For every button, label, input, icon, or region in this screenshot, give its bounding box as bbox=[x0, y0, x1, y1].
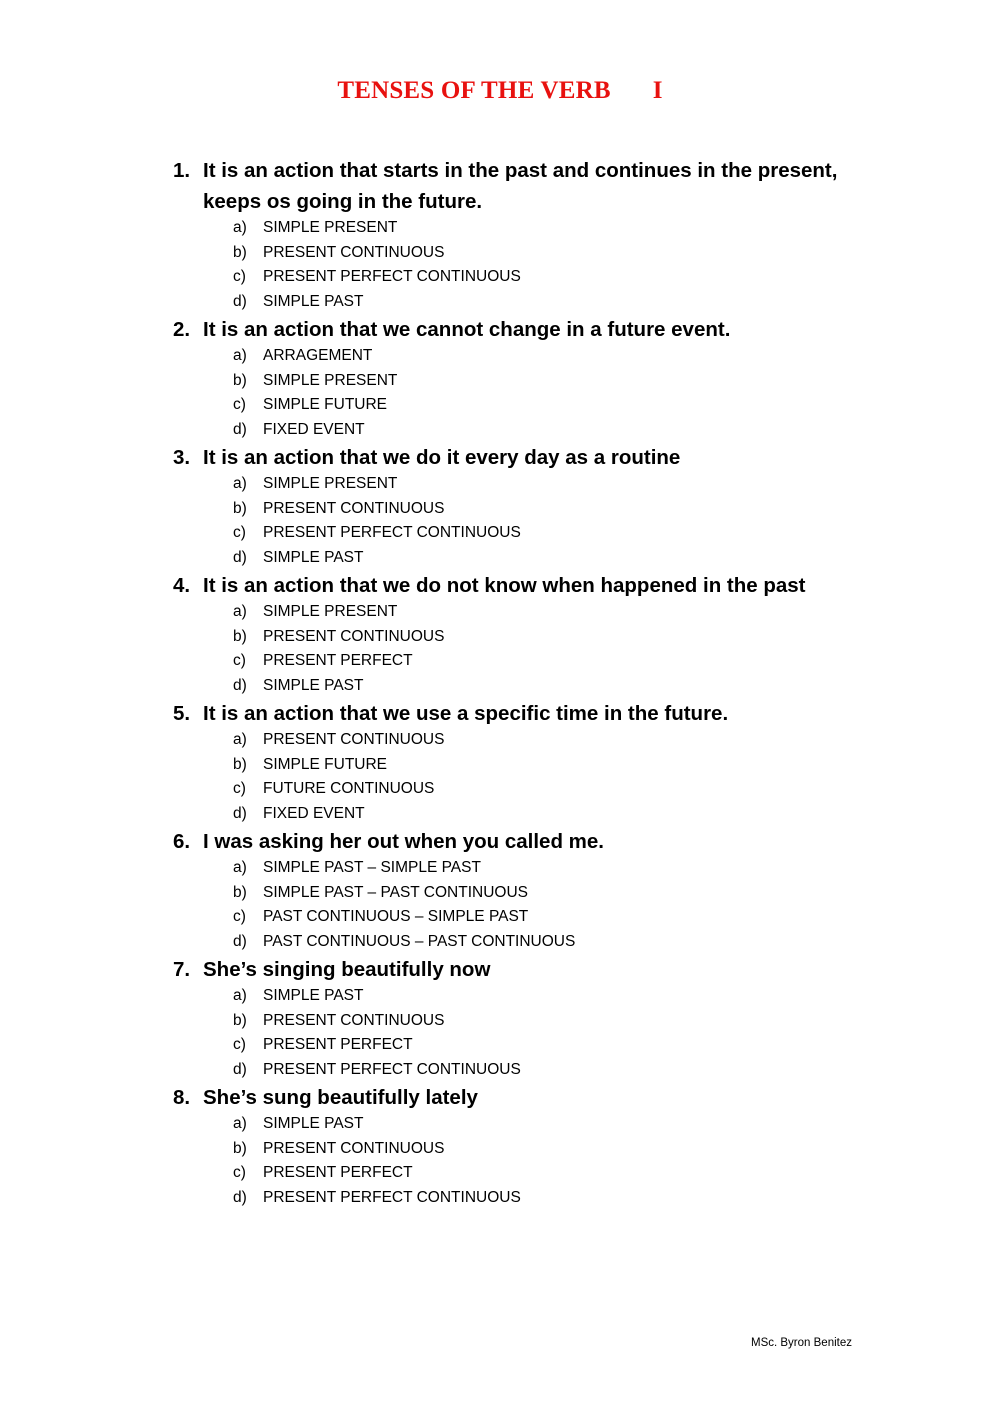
answer-option bbox=[233, 265, 873, 290]
question-heading bbox=[173, 1082, 873, 1113]
question-text: It is an action that we do it every day as a routine bbox=[203, 446, 681, 469]
option-letter: c) bbox=[233, 1164, 246, 1181]
option-letter: d) bbox=[233, 548, 247, 566]
question-3 bbox=[173, 442, 873, 570]
option-text: FIXED EVENT bbox=[263, 420, 365, 438]
question-text: It is an action that we do not know when happened in the past bbox=[203, 574, 806, 597]
option-letter: a) bbox=[233, 475, 247, 492]
answer-option bbox=[233, 344, 873, 369]
question-heading bbox=[173, 954, 873, 985]
question-heading bbox=[173, 698, 873, 729]
title-text: TENSES OF THE VERB bbox=[337, 76, 611, 104]
option-text: SIMPLE FUTURE bbox=[263, 396, 388, 413]
option-text: ARRAGEMENT bbox=[263, 347, 373, 364]
answer-options bbox=[233, 856, 873, 954]
question-text: She’s sung beautifully lately bbox=[203, 1086, 478, 1109]
question-number: 5. bbox=[173, 702, 191, 725]
option-letter: d) bbox=[233, 1060, 247, 1078]
answer-option bbox=[233, 546, 873, 571]
option-text: PAST CONTINUOUS – PAST CONTINUOUS bbox=[263, 932, 576, 950]
option-letter: a) bbox=[233, 219, 247, 236]
option-text: SIMPLE FUTURE bbox=[263, 755, 388, 773]
question-text: It is an action that starts in the past and continues in the present, keeps os going in the future. bbox=[203, 159, 838, 213]
option-text: SIMPLE PAST bbox=[263, 548, 364, 566]
question-7 bbox=[173, 954, 873, 1082]
question-number: 3. bbox=[173, 446, 191, 469]
answer-options bbox=[233, 984, 873, 1082]
option-text: SIMPLE PAST bbox=[263, 987, 364, 1004]
answer-option bbox=[233, 753, 873, 778]
question-2 bbox=[173, 314, 873, 442]
question-list bbox=[173, 155, 873, 1210]
option-text: PRESENT PERFECT bbox=[263, 1164, 413, 1181]
option-text: SIMPLE PAST bbox=[263, 292, 364, 310]
option-text: SIMPLE PAST – PAST CONTINUOUS bbox=[263, 883, 528, 901]
answer-options bbox=[233, 216, 873, 314]
option-letter: c) bbox=[233, 908, 246, 925]
option-text: PRESENT CONTINUOUS bbox=[263, 243, 445, 261]
answer-option bbox=[233, 1058, 873, 1083]
question-heading bbox=[173, 155, 873, 217]
question-8 bbox=[173, 1082, 873, 1210]
title-numeral: I bbox=[652, 76, 663, 104]
option-text: FIXED EVENT bbox=[263, 804, 365, 822]
option-letter: c) bbox=[233, 524, 246, 541]
answer-option bbox=[233, 290, 873, 315]
answer-option bbox=[233, 216, 873, 241]
question-heading bbox=[173, 314, 873, 345]
option-text: PRESENT CONTINUOUS bbox=[263, 499, 445, 517]
author-footer: MSc. Byron Benitez bbox=[751, 1337, 852, 1349]
answer-option bbox=[233, 241, 873, 266]
option-letter: a) bbox=[233, 1115, 247, 1132]
option-letter: d) bbox=[233, 1188, 247, 1206]
option-letter: c) bbox=[233, 396, 246, 413]
answer-option bbox=[233, 728, 873, 753]
answer-option bbox=[233, 1033, 873, 1058]
option-letter: b) bbox=[233, 883, 247, 901]
question-text: I was asking her out when you called me. bbox=[203, 830, 605, 853]
question-text: She’s singing beautifully now bbox=[203, 958, 491, 981]
answer-option bbox=[233, 418, 873, 443]
answer-option bbox=[233, 1137, 873, 1162]
answer-options bbox=[233, 472, 873, 570]
option-letter: b) bbox=[233, 1011, 247, 1029]
option-letter: b) bbox=[233, 371, 247, 389]
answer-option bbox=[233, 1186, 873, 1211]
answer-option bbox=[233, 674, 873, 699]
question-text: It is an action that we use a specific time in the future. bbox=[203, 702, 729, 725]
option-text: PRESENT PERFECT bbox=[263, 652, 413, 669]
option-text: PRESENT PERFECT CONTINUOUS bbox=[263, 1060, 521, 1078]
question-heading bbox=[173, 826, 873, 857]
answer-option bbox=[233, 521, 873, 546]
answer-option bbox=[233, 1009, 873, 1034]
answer-options bbox=[233, 600, 873, 698]
question-number: 2. bbox=[173, 318, 191, 341]
option-text: PRESENT PERFECT CONTINUOUS bbox=[263, 268, 521, 285]
answer-option bbox=[233, 1161, 873, 1186]
answer-option bbox=[233, 802, 873, 827]
option-text: PRESENT CONTINUOUS bbox=[263, 1139, 445, 1157]
option-text: SIMPLE PRESENT bbox=[263, 219, 398, 236]
option-letter: c) bbox=[233, 652, 246, 669]
option-letter: d) bbox=[233, 420, 247, 438]
option-letter: a) bbox=[233, 987, 247, 1004]
option-text: SIMPLE PRESENT bbox=[263, 475, 398, 492]
option-letter: b) bbox=[233, 755, 247, 773]
option-text: SIMPLE PRESENT bbox=[263, 603, 398, 620]
page-title bbox=[0, 77, 1000, 105]
option-letter: c) bbox=[233, 268, 246, 285]
option-text: PRESENT CONTINUOUS bbox=[263, 627, 445, 645]
question-heading bbox=[173, 442, 873, 473]
answer-option bbox=[233, 625, 873, 650]
option-text: SIMPLE PAST – SIMPLE PAST bbox=[263, 859, 481, 876]
option-letter: b) bbox=[233, 499, 247, 517]
option-letter: c) bbox=[233, 1036, 246, 1053]
option-letter: d) bbox=[233, 804, 247, 822]
answer-option bbox=[233, 905, 873, 930]
answer-option bbox=[233, 497, 873, 522]
option-letter: a) bbox=[233, 731, 247, 748]
question-number: 4. bbox=[173, 574, 191, 597]
option-letter: d) bbox=[233, 932, 247, 950]
question-4 bbox=[173, 570, 873, 698]
answer-option bbox=[233, 369, 873, 394]
answer-options bbox=[233, 344, 873, 442]
option-letter: c) bbox=[233, 780, 246, 797]
question-text: It is an action that we cannot change in a future event. bbox=[203, 318, 731, 341]
option-text: SIMPLE PAST bbox=[263, 1115, 364, 1132]
option-letter: b) bbox=[233, 243, 247, 261]
option-text: PRESENT PERFECT bbox=[263, 1036, 413, 1053]
answer-option bbox=[233, 856, 873, 881]
question-number: 1. bbox=[173, 159, 191, 182]
answer-option bbox=[233, 777, 873, 802]
answer-option bbox=[233, 649, 873, 674]
option-text: PRESENT PERFECT CONTINUOUS bbox=[263, 524, 521, 541]
option-text: PRESENT PERFECT CONTINUOUS bbox=[263, 1188, 521, 1206]
question-number: 8. bbox=[173, 1086, 191, 1109]
answer-option bbox=[233, 393, 873, 418]
option-text: SIMPLE PAST bbox=[263, 676, 364, 694]
option-letter: a) bbox=[233, 603, 247, 620]
question-6 bbox=[173, 826, 873, 954]
answer-option bbox=[233, 984, 873, 1009]
answer-option bbox=[233, 930, 873, 955]
answer-option bbox=[233, 1112, 873, 1137]
answer-option bbox=[233, 881, 873, 906]
answer-option bbox=[233, 600, 873, 625]
answer-options bbox=[233, 728, 873, 826]
option-letter: b) bbox=[233, 627, 247, 645]
question-heading bbox=[173, 570, 873, 601]
question-1 bbox=[173, 155, 873, 314]
question-number: 7. bbox=[173, 958, 191, 981]
option-letter: b) bbox=[233, 1139, 247, 1157]
option-text: SIMPLE PRESENT bbox=[263, 371, 398, 389]
option-text: PAST CONTINUOUS – SIMPLE PAST bbox=[263, 908, 529, 925]
question-5 bbox=[173, 698, 873, 826]
question-number: 6. bbox=[173, 830, 191, 853]
answer-option bbox=[233, 472, 873, 497]
option-letter: a) bbox=[233, 859, 247, 876]
option-text: PRESENT CONTINUOUS bbox=[263, 1011, 445, 1029]
option-letter: d) bbox=[233, 676, 247, 694]
option-text: PRESENT CONTINUOUS bbox=[263, 731, 445, 748]
option-text: FUTURE CONTINUOUS bbox=[263, 780, 435, 797]
answer-options bbox=[233, 1112, 873, 1210]
option-letter: d) bbox=[233, 292, 247, 310]
option-letter: a) bbox=[233, 347, 247, 364]
